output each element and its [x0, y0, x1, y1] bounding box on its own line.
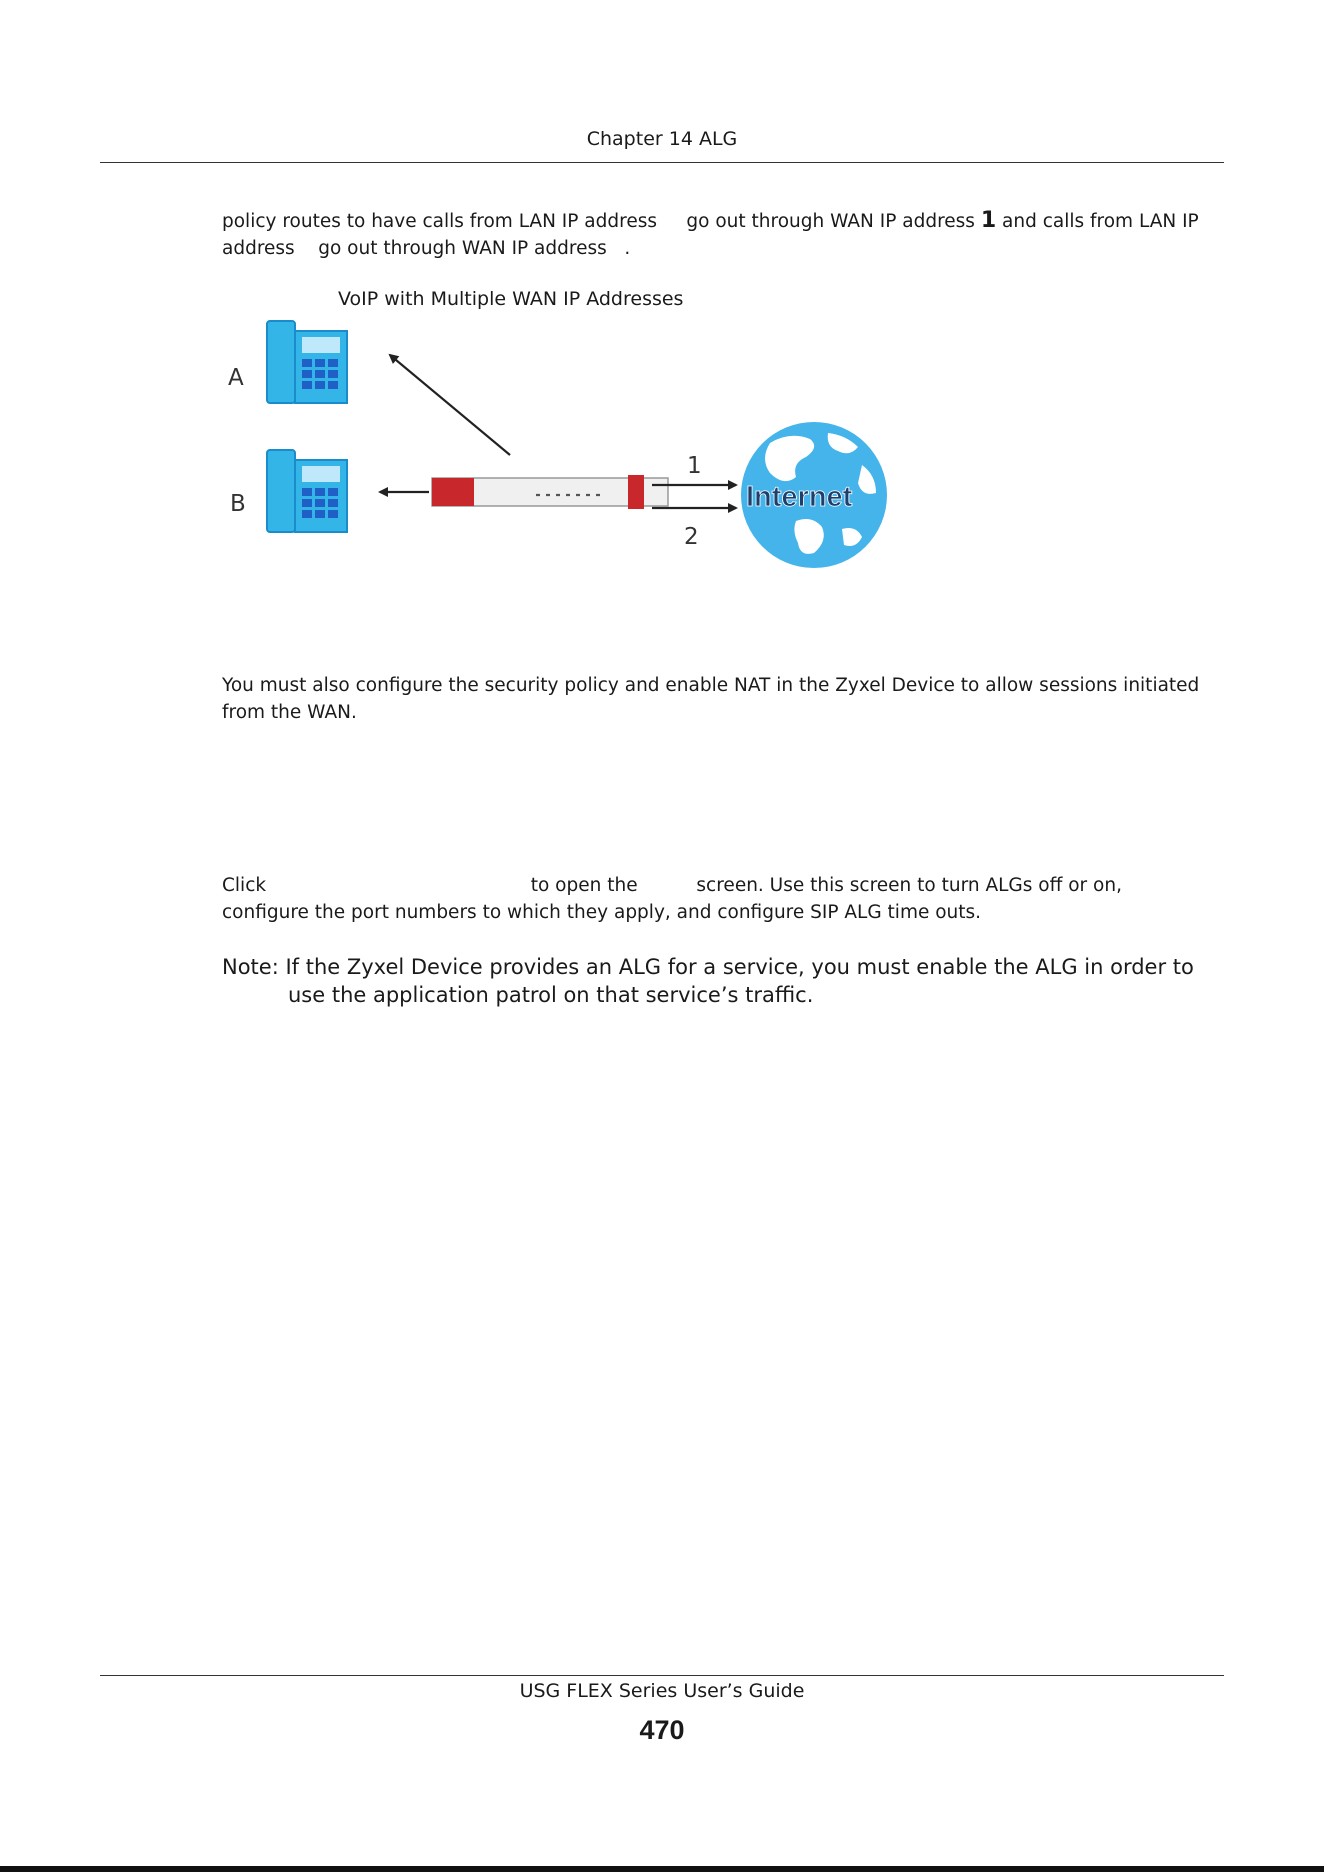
intro-paragraph — [222, 207, 1232, 262]
intro-text-c: and calls from LAN IP — [1002, 211, 1199, 232]
wan-ip-number: 1 — [980, 208, 997, 233]
bottom-edge — [0, 1866, 1324, 1872]
phone-a-icon — [267, 321, 347, 403]
note-line-1: Note: If the Zyxel Device provides an ALG for a service, you must enable the ALG in order to — [222, 955, 1194, 979]
header-rule — [100, 162, 1224, 163]
internet-label: Internet — [746, 481, 853, 513]
label-b: B — [230, 491, 246, 517]
intro-text-b: go out through WAN IP address — [686, 211, 975, 232]
figure-title: VoIP with Multiple WAN IP Addresses — [338, 288, 684, 310]
intro-text-a: policy routes to have calls from LAN IP address — [222, 211, 657, 232]
chapter-header: Chapter 14 ALG — [586, 128, 738, 150]
intro-line-1 — [222, 207, 1232, 235]
intro-text-d: address — [222, 238, 295, 259]
config-paragraph — [222, 872, 1232, 926]
note-block — [222, 953, 1232, 1009]
voip-diagram — [222, 315, 902, 575]
config-line-1 — [222, 872, 1232, 899]
page-number: 470 — [639, 1715, 685, 1745]
config-text-a: Click — [222, 875, 267, 896]
security-paragraph — [222, 672, 1232, 726]
guide-title: USG FLEX Series User’s Guide — [519, 1680, 805, 1702]
wan-label-1: 1 — [687, 453, 702, 479]
intro-text-e: go out through WAN IP address — [318, 238, 607, 259]
zyxel-device-icon — [432, 475, 668, 509]
intro-line-2 — [222, 235, 1232, 262]
phone-b-icon — [267, 450, 347, 532]
security-line-1: You must also configure the security policy and enable NAT in the Zyxel Device to allow sessions initiated — [222, 675, 1200, 696]
security-line-2: from the WAN. — [222, 702, 357, 723]
note-line-2: use the application patrol on that service’s traffic. — [288, 983, 814, 1007]
label-a: A — [228, 365, 244, 391]
config-text-b: to open the — [530, 875, 638, 896]
arrow-to-phone-a — [390, 355, 510, 455]
footer-rule — [100, 1675, 1224, 1676]
intro-text-f: . — [624, 238, 631, 259]
config-line-2: configure the port numbers to which they apply, and configure SIP ALG time outs. — [222, 902, 982, 923]
config-text-c: screen. Use this screen to turn ALGs off or on, — [696, 875, 1122, 896]
wan-label-2: 2 — [684, 524, 699, 550]
